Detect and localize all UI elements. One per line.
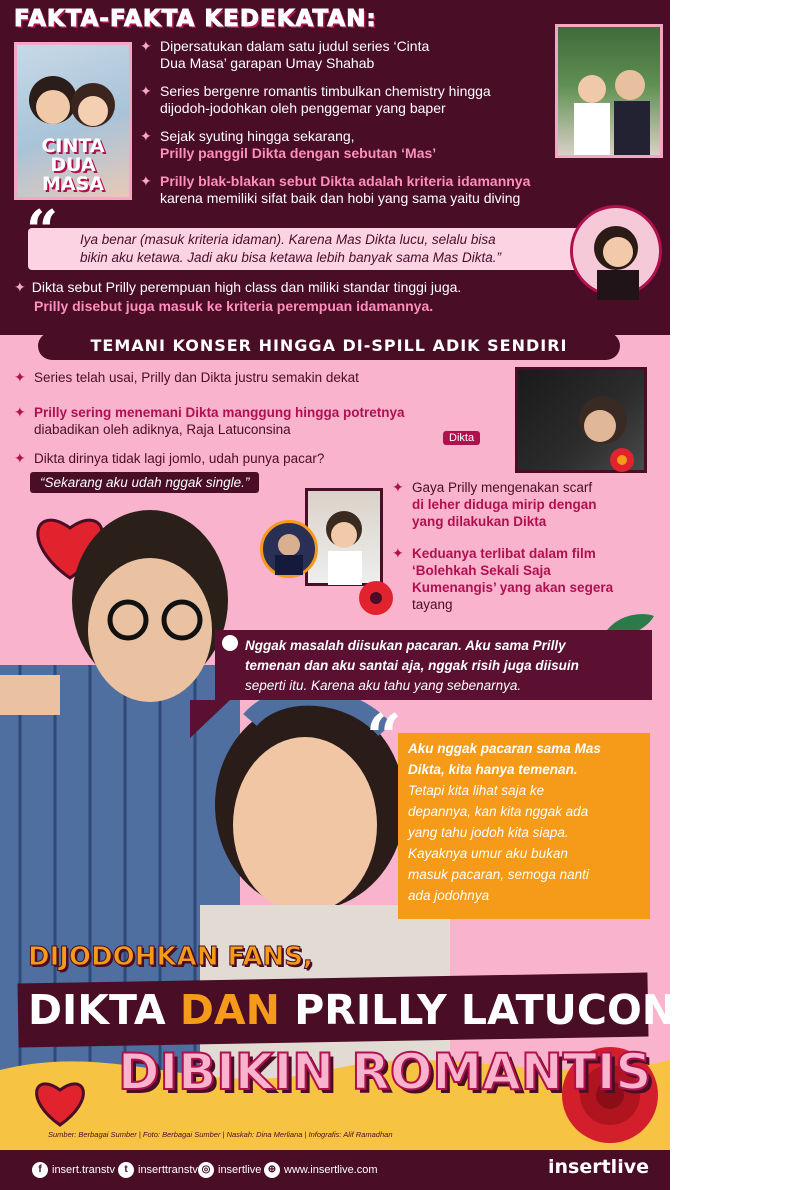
facebook-link[interactable] xyxy=(32,1162,115,1178)
fact-4-line-1: Prilly blak-blakan sebut Dikta adalah kriteria idamannya xyxy=(160,173,531,189)
dikta-note xyxy=(14,278,564,316)
dikta-speech-line-3: seperti itu. Karena aku tahu yang sebenarnya. xyxy=(245,678,522,693)
sparkle-icon: ✦ xyxy=(392,545,404,561)
facebook-icon: f xyxy=(32,1162,48,1178)
fact-1-line-2: Dua Masa’ garapan Umay Shahab xyxy=(160,55,375,71)
sparkle-icon: ✦ xyxy=(14,450,26,466)
fact-3-line-2: Prilly panggil Dikta dengan sebutan ‘Mas’ xyxy=(160,145,437,161)
headline-line-3: DIBIKIN ROMANTIS xyxy=(118,1043,652,1101)
sparkle-icon: ✦ xyxy=(140,38,152,54)
instagram-link[interactable] xyxy=(198,1162,261,1178)
headline-prilly: PRILLY LATUCONSINA xyxy=(294,986,787,1034)
speech-bubble-tail xyxy=(190,700,230,738)
point-1-text: Series telah usai, Prilly dan Dikta justru semakin dekat xyxy=(34,370,359,385)
headline-line-2 xyxy=(28,983,787,1037)
point-3 xyxy=(14,450,494,467)
point-5-line-2: ‘Bolehkah Sekali Saja xyxy=(412,563,551,578)
point-4-line-1: Gaya Prilly mengenakan scarf xyxy=(412,480,593,495)
point-3-text: Dikta dirinya tidak lagi jomlo, udah punya pacar? xyxy=(34,451,325,466)
website-link[interactable] xyxy=(264,1162,378,1178)
section-1-title: FAKTA-FAKTA KEDEKATAN: xyxy=(14,6,377,32)
section-1-bullets xyxy=(140,38,560,218)
point-2-line-1: Prilly sering menemani Dikta manggung hingga potretnya xyxy=(34,405,405,420)
instagram-handle: insertlive xyxy=(218,1163,262,1176)
sparkle-icon: ✦ xyxy=(140,83,152,99)
prilly-quote-bubble xyxy=(398,733,650,919)
dikta-note-line-1: Dikta sebut Prilly perempuan high class dan miliki standar tinggi juga. xyxy=(31,279,462,295)
dikta-tag: Dikta xyxy=(443,431,480,445)
prilly-bubble-line-5: yang tahu jodoh kita siapa. xyxy=(408,825,569,840)
behind-the-scenes-photo xyxy=(555,24,663,158)
credits: Sumber: Berbagai Sumber | Foto: Berbagai Sumber | Naskah: Dina Merliana | Infografis: Alif Ramadhan xyxy=(48,1130,393,1139)
point-5-line-3: Kumenangis’ yang akan segera xyxy=(412,580,614,595)
footer xyxy=(0,1150,670,1190)
prilly-bubble-line-4: depannya, kan kita nggak ada xyxy=(408,804,589,819)
fact-3 xyxy=(140,128,560,162)
prilly-portrait xyxy=(570,205,662,297)
point-1 xyxy=(14,369,494,386)
point-4-line-3: yang dilakukan Dikta xyxy=(412,514,547,529)
dikta-speech-bubble xyxy=(215,630,652,700)
twitter-handle: inserttranstv xyxy=(138,1163,198,1176)
single-quote-pill: “Sekarang aku udah nggak single.” xyxy=(30,472,259,493)
fact-2-line-2: dijodoh-jodohkan oleh penggemar yang baper xyxy=(160,100,446,116)
heart-icon xyxy=(30,1075,90,1127)
prilly-quote-line-1: Iya benar (masuk kriteria idaman). Karena Mas Dikta lucu, selalu bisa xyxy=(80,232,496,247)
twitter-link[interactable] xyxy=(118,1162,198,1178)
twitter-icon: t xyxy=(118,1162,134,1178)
dikta-speech-line-2: temenan dan aku santai aja, nggak risih juga diisuin xyxy=(245,658,579,673)
fact-3-line-1: Sejak syuting hingga sekarang, xyxy=(160,128,355,144)
flower-icon xyxy=(607,445,637,475)
facebook-handle: insert.transtv xyxy=(52,1163,115,1176)
point-5-line-4: tayang xyxy=(412,597,453,612)
fact-4-line-2: karena memiliki sifat baik dan hobi yang sama yaitu diving xyxy=(160,190,521,206)
insertlive-logo: insertlive xyxy=(548,1156,649,1178)
point-2 xyxy=(14,404,494,438)
photo-illustration xyxy=(558,27,660,155)
headline-line-1: DIJODOHKAN FANS, xyxy=(28,942,313,972)
section-2-banner: TEMANI KONSER HINGGA DI-SPILL ADIK SENDIRI xyxy=(38,332,620,360)
sparkle-icon: ✦ xyxy=(140,128,152,144)
fact-1 xyxy=(140,38,560,72)
prilly-bubble-line-3: Tetapi kita lihat saja ke xyxy=(408,783,545,798)
prilly-quote-line-2: bikin aku ketawa. Jadi aku bisa ketawa lebih banyak sama Mas Dikta.” xyxy=(80,250,501,265)
headline-dan: DAN xyxy=(179,986,280,1034)
sparkle-icon: ✦ xyxy=(14,279,26,295)
quote-mark-icon: “ xyxy=(26,198,59,264)
prilly-quote-box xyxy=(28,228,583,270)
fact-1-line-1: Dipersatukan dalam satu judul series ‘Cinta xyxy=(160,38,430,54)
speech-bubble-dot xyxy=(222,635,238,651)
sparkle-icon: ✦ xyxy=(392,479,404,495)
prilly-bubble-line-2: Dikta, kita hanya temenan. xyxy=(408,762,578,777)
point-4-line-2: di leher diduga mirip dengan xyxy=(412,497,597,512)
fact-2-line-1: Series bergenre romantis timbulkan chemistry hingga xyxy=(160,83,491,99)
prilly-bubble-line-6: Kayaknya umur aku bukan xyxy=(408,846,568,861)
prilly-bubble-line-1: Aku nggak pacaran sama Mas xyxy=(408,741,601,756)
quote-mark-icon: “ xyxy=(366,700,402,773)
point-2-line-2: diabadikan oleh adiknya, Raja Latuconsina xyxy=(34,422,291,437)
dikta-note-line-2: Prilly disebut juga masuk ke kriteria perempuan idamannya. xyxy=(34,298,434,314)
fact-4 xyxy=(140,173,560,207)
sparkle-icon: ✦ xyxy=(14,404,26,420)
portrait-illustration xyxy=(573,208,659,294)
globe-icon: ⊕ xyxy=(264,1162,280,1178)
sparkle-icon: ✦ xyxy=(14,369,26,385)
dikta-speech-line-1: Nggak masalah diisukan pacaran. Aku sama Prilly xyxy=(245,638,566,653)
cinta-dua-masa-poster xyxy=(14,42,132,200)
prilly-bubble-line-8: ada jodohnya xyxy=(408,888,490,903)
sparkle-icon: ✦ xyxy=(140,173,152,189)
prilly-bubble-line-7: masuk pacaran, semoga nanti xyxy=(408,867,589,882)
instagram-icon: ◎ xyxy=(198,1162,214,1178)
fact-2 xyxy=(140,83,560,117)
headline-dikta: DIKTA xyxy=(28,986,166,1034)
website-url: www.insertlive.com xyxy=(284,1163,378,1176)
poster-title: CINTA DUA MASA xyxy=(41,135,105,195)
point-5-line-1: Keduanya terlibat dalam film xyxy=(412,546,596,561)
